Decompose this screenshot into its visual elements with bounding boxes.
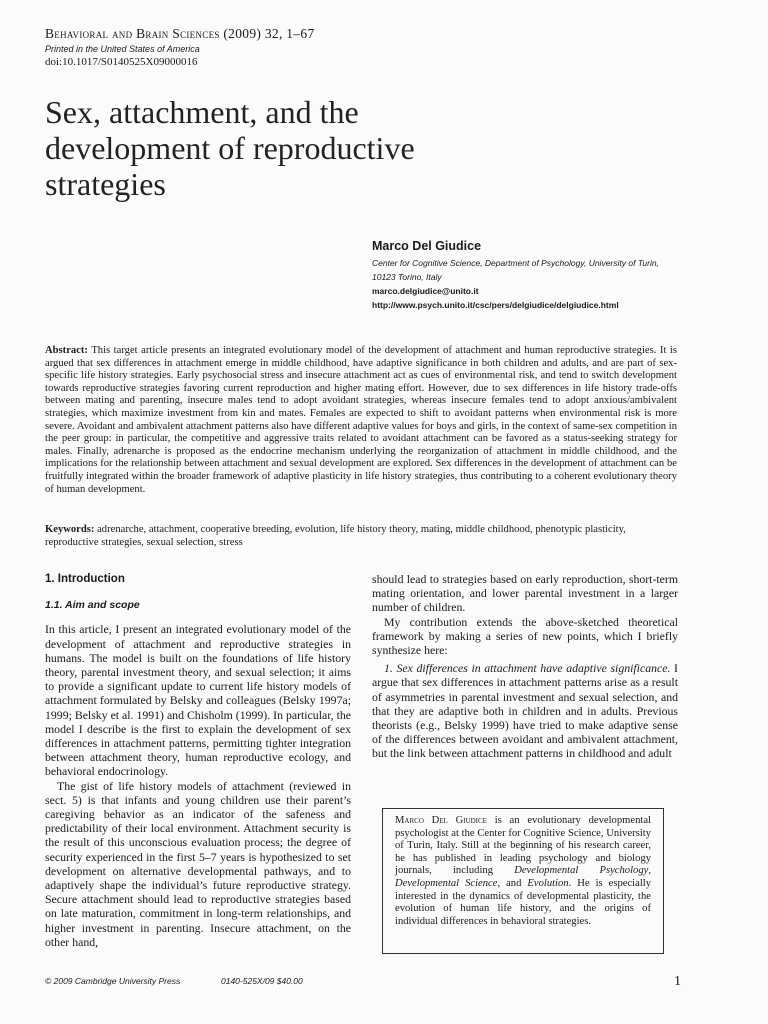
issn-price: 0140-525X/09 $40.00 [221,976,303,986]
right-column [372,572,678,761]
journal-header [45,26,725,69]
author-block [372,238,732,312]
body-paragraph: The gist of life history models of attachment (reviewed in sect. 5) is that infants and young children use their parent’s caregiving behavior as an indicator of the safeness and predictability of their local environment. Attachment security is the result of this unconscious evaluation process; the degree of security experienced in the first 5–7 years is hypothesized to set development on alternative developmental pathways, and to adaptively shape the individual’s future reproductive strategy. Secure attachment should lead to reproductive strategies based on late maturation, commitment in long-term relationships, and higher investment in parenting. Insecure attachment, on the other hand, [45,778,351,949]
bio-journal: Developmental Psychology [514,865,649,877]
author-email-link[interactable]: marco.delgiudice@unito.it [372,286,479,296]
bio-sep: , and [497,877,528,889]
point-text: I argue that sex differences in attachment patterns arise as a result of asymmetries in parental investment and sexual selection, and that they are adaptive both in children and in adults. Previous theorists (e.g., Belsky 1999) have tried to make adaptive sense of the differences between avoidant and ambivalent attachment, but the link between attachment patterns in childhood and adult [372,661,678,761]
keywords-text: adrenarche, attachment, cooperative breeding, evolution, life history theory, mating, middle childhood, phenotypic plasticity, reproductive strategies, sexual selection, stress [45,524,626,548]
bio-text: is an evolutionary developmental psychologist at the Center for Cognitive Science, University of Turin, Italy. Still at the beginning of his research career, he has published in leading psychology and biology journals, including [395,815,651,877]
article-title: Sex, attachment, and the development of reproductive strategies [45,94,415,202]
keywords [45,524,677,549]
author-affiliation: Center for Cognitive Science, Department of Psychology, University of Turin, [372,258,659,268]
author-address: 10123 Torino, Italy [372,272,442,282]
printed-in: Printed in the United States of America [45,44,200,54]
author-bio-box [382,808,664,954]
body-paragraph: In this article, I present an integrated evolutionary model of the development of attachment and reproductive strategies in humans. The model is built on the foundations of life history theory, parental investment theory, and sexual selection; it aims to provide a significant update to current life history models of attachment formulated by Belsky and colleagues (Belsky 1997a; 1999; Belsky et al. 1991) and Chisholm (1999). In particular, the model I describe is the first to explain the development of sex differences in attachment patterns, permitting tighter integration between attachment theory, human reproductive ecology, and behavioral endocrinology. [45,622,351,779]
bio-name: Marco Del Giudice [395,815,487,826]
keywords-label: Keywords: [45,524,95,535]
journal-citation [45,26,725,42]
body-paragraph: should lead to strategies based on early reproduction, short-term mating orientation, and lower parental investment in a larger number of children. [372,572,678,615]
left-column [45,572,351,949]
bio-sep: , [648,865,651,877]
abstract-label: Abstract: [45,345,88,356]
bio-journal: Evolution [527,877,569,889]
doi: doi:10.1017/S0140525X09000016 [45,56,198,68]
body-paragraph: My contribution extends the above-sketched theoretical framework by making a series of new points, which I briefly synthesize here: [372,614,678,658]
journal-name: Behavioral and Brain Sciences [45,26,220,41]
subsection-heading: 1.1. Aim and scope [45,599,140,612]
section-heading: 1. Introduction [45,573,125,585]
abstract-text: This target article presents an integrated evolutionary model of the development of attachment and human reproductive strategies. It is argued that sex differences in attachment emerge in middle childhood, have adaptive significance in both children and adults, and are part of sex-specific life history strategies. Early psychosocial stress and insecure attachment act as cues of environmental risk, and tend to switch development towards reproductive strategies favoring current reproduction and higher mating effort. However, due to sex differences in life history trade-offs between mating and parenting, insecure males tend to adopt avoidant strategies, whereas insecure females tend to adopt anxious/ambivalent strategies, which maximize investment from kin and mates. Females are expected to shift to avoidant patterns when environmental risk is more severe. Avoidant and ambivalent attachment patterns also have different adaptive values for boys and girls, in the context of same-sex competition in the peer group: in particular, the competitive and aggressive traits related to avoidant attachment can be favored as a status-seeking strategy for males. Finally, adrenarche is proposed as the endocrine mechanism underlying the reorganization of attachment in middle childhood, and the implications for the relationship between attachment and sexual development are explored. Sex differences in the development of attachment can be fruitfully integrated within the broader framework of adaptive plasticity in life history strategies, thus contributing to a coherent evolutionary theory of human development. [45,345,677,495]
author-name: Marco Del Giudice [372,239,482,253]
page-footer [45,974,681,990]
copyright: © 2009 Cambridge University Press [45,976,181,986]
abstract [45,345,677,496]
numbered-point [372,661,678,760]
bio-text: . He is especially interested in the dynamics of developmental plasticity, the evolution of human life history, and the origins of individual differences in behavioral strategies. [395,877,651,927]
journal-volume: (2009) 32, 1–67 [223,26,315,41]
page-number: 1 [674,974,681,989]
author-url-link[interactable]: http://www.psych.unito.it/csc/pers/delgiudice/delgiudice.html [372,300,619,310]
point-lead: 1. Sex differences in attachment have adaptive significance. [384,661,671,676]
bio-journal: Developmental Science [395,877,498,889]
